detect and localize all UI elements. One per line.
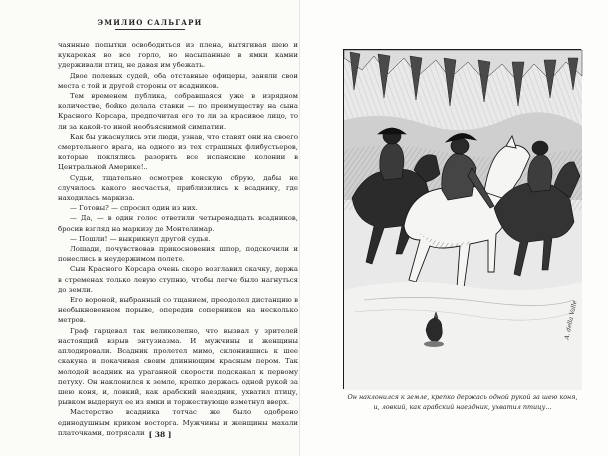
illustration-caption — [340, 393, 585, 412]
page-number: [ 38 ] — [148, 430, 172, 439]
right-page — [300, 0, 608, 456]
illustration-horse-race — [344, 50, 582, 390]
paragraph: — Готовы? — спросил один из них. — [70, 204, 198, 213]
paragraph: Тем временем публика, собравшаяся уже в изрядном количестве, бойко делала ставки — по преимуществу на сына Красного Корсара, предпочитая его то ли за красивое лицо, то ли за какой-то иной необъяснимой симпатии. — [58, 92, 298, 131]
paragraph: — Да, — в один голос ответили четыренадцать всадников, бросив взгляд на маркизу де Монтелимар. — [58, 214, 298, 233]
paragraph: Как бы ужаснулись эти люди, узнав, что ставят они на своего смертельного врага, на одного из тех страшных флибустьеров, которые поклялись разорить все испанские колонии в Центральной Америке!.. — [58, 132, 298, 172]
running-head: ЭМИЛИО САЛЬГАРИ — [97, 18, 203, 27]
paragraph: Мастерство всадника тотчас же было одобрено единодушным криком восторга. Мужчины и женщины махали платочками, потрясали — [58, 408, 298, 437]
caption-line-2: и, ловкий, как арабский наездник, ухватил птицу... — [373, 402, 552, 411]
illustrator-signature: A. della Valle — [563, 300, 579, 341]
paragraph: Двое полевых судей, оба отставные офицеры, заняли свои места с той и другой стороны от всадников. — [58, 71, 298, 90]
paragraph: Граф гарцевал так великолепно, что вызвал у зрителей настоящий взрыв энтузиазма. И мужчины и женщины аплодировали. Всадник пролетел мимо, склонившись к шее скакуна и покачивая своим длиннющим красным пером. Так молодой всадник на ураганной скорости подскакал к первому петуху. Он наклонился к земле, крепко держась одной рукой за шею коня, и, ловкий, как арабский наездник, ухватил птицу, рывком выдернул ее из ямки и торжествующе взметнул вверх. — [58, 326, 298, 407]
paragraph: Его вороной, выбранный со тщанием, преодолел дистанцию в необыкновенном порыве, опередив соперников на несколько метров. — [58, 296, 298, 325]
caption-line-1: Он наклонился к земле, крепко держась одной рукой за шею коня, — [347, 393, 578, 401]
paragraph: Сын Красного Корсара очень скоро возглавил скачку, держа в стременах только левую ступню, чтобы легче было нагнуться до земли. — [58, 265, 298, 294]
illustration-plate — [343, 49, 581, 389]
paragraph: Лошади, почувствовав прикосновения шпор, подскочили и понеслись в неудержимом полете. — [58, 245, 298, 264]
paragraph: Судьи, тщательно осмотрев конскую сбрую, дабы не случилось какого несчастья, приблизились к всаднику, где находилась маркиза. — [58, 173, 298, 203]
paragraph: — Пошли! — выкрикнул другой судья. — [70, 234, 211, 243]
paragraph: чаянные попытки освободиться из плена, вытягивая шею и кукарекая во все горло, но насыпанные в ямки камни удерживали птиц, не давая им убежать. — [58, 41, 298, 70]
running-head-rule — [115, 29, 185, 30]
left-page — [0, 0, 300, 456]
